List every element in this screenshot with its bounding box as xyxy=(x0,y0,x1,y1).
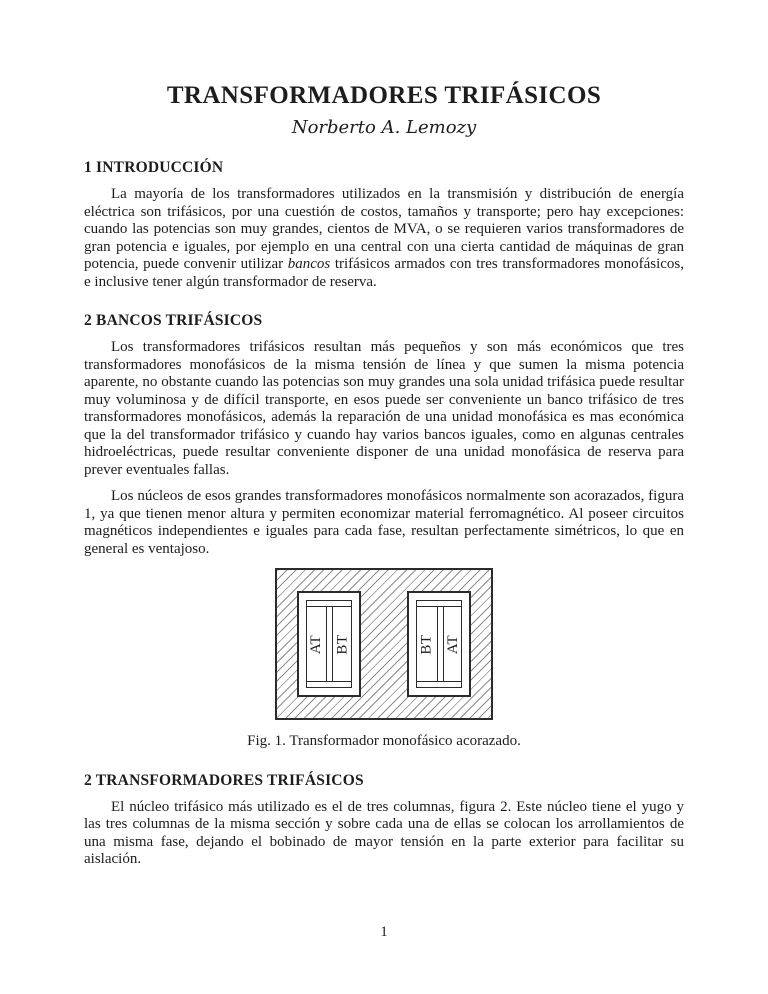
winding-strip-at xyxy=(444,607,463,681)
paragraph-bancos-2: Los núcleos de esos grandes transformadores monofásicos normalmente son acorazados, figura 1, ya que tienen menor altura y permiten economizar material ferromagnético. Al poseer circuitos magnéticos independientes e iguales para cada fase, resultan perfectamente simétricos, lo que en general es ventajoso. xyxy=(84,488,684,557)
coil-divider xyxy=(326,607,333,681)
paragraph-bancos-1: Los transformadores trifásicos resultan más pequeños y son más económicos que tres transformadores monofásicos de la misma tensión de línea y que sumen la misma potencia aparente, no obstante cuando las potencias son muy grandes una sola unidad trifásica puede resultar muy voluminosa y de difícil transporte, en esos puede ser conveniente un banco trifásico de tres transformadores monofásicos, además la reparación de una unidad monofásica es mas económica que la del transformador trifásico y cuando hay varios bancos iguales, como en algunas centrales hidroeléctricas, puede resultar conveniente disponer de una unidad monofásica de reserva para prever eventuales fallas. xyxy=(84,339,684,478)
page-number: 1 xyxy=(380,924,388,940)
section-heading-trifasicos: 2 TRANSFORMADORES TRIFÁSICOS xyxy=(84,771,364,789)
core-window-right xyxy=(407,591,471,697)
paragraph-trifasicos: El núcleo trifásico más utilizado es el de tres columnas, figura 2. Este núcleo tiene el yugo y las tres columnas de la misma sección y sobre cada una de ellas se colocan los arrollamientos de una misma fase, dejando el bobinado de mayor tensión en la parte exterior para facilitar su aislación. xyxy=(84,798,684,867)
figure-transformer-monofasico xyxy=(84,568,684,751)
coil-columns xyxy=(307,607,351,681)
author-name: Norberto A. Lemozy xyxy=(291,117,477,138)
winding-strip-bt xyxy=(333,607,353,681)
core-window-left xyxy=(297,591,361,697)
paragraph-introduccion xyxy=(84,186,684,291)
paragraph-text-after: trifásicos armados con tres transformadores monofásicos, e inclusive tener algún transformador de reserva. xyxy=(84,256,684,290)
section-heading-bancos: 2 BANCOS TRIFÁSICOS xyxy=(84,312,263,329)
coil-bottom-band xyxy=(417,681,461,687)
winding-label-at: AT xyxy=(445,634,462,654)
winding-strip-at xyxy=(307,607,326,681)
page-title: TRANSFORMADORES TRIFÁSICOS xyxy=(166,82,602,109)
coil-columns xyxy=(417,607,461,681)
italic-term-bancos: bancos xyxy=(287,256,331,272)
text-column xyxy=(84,0,684,869)
winding-label-at: AT xyxy=(308,634,325,654)
winding-label-bt: BT xyxy=(334,633,351,655)
coil-bottom-band xyxy=(307,681,351,687)
section-heading-introduccion: 1 INTRODUCCIÓN xyxy=(84,159,224,176)
coil-divider xyxy=(437,607,444,681)
coil-assembly-right xyxy=(416,600,462,688)
winding-label-bt: BT xyxy=(418,633,435,655)
paragraph-text-before: La mayoría de los transformadores utilizados en la transmisión y distribución de energía eléctrica son trifásicos, por una cuestión de costos, tamaños y transporte; pero hay excepciones: cuando las potencias son muy grandes, cientos de MVA, o se requieren varios transformadores de gran potencia e iguales, por ejemplo en una central con una cierta cantidad de máquinas de gran potencia, puede convenir utilizar xyxy=(84,186,684,272)
figure-caption: Fig. 1. Transformador monofásico acorazado. xyxy=(247,733,521,749)
coil-assembly-left xyxy=(306,600,352,688)
transformer-core-hatched xyxy=(275,568,493,720)
winding-strip-bt xyxy=(417,607,437,681)
